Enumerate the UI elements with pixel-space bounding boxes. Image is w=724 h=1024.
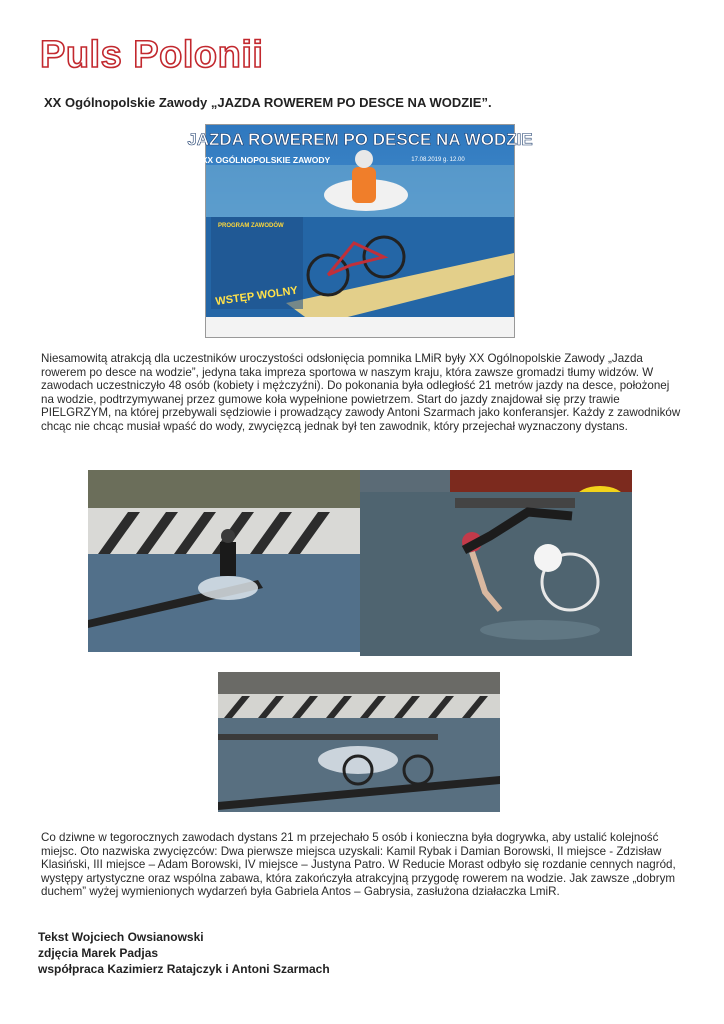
poster-subtitle: XX OGÓLNOPOLSKIE ZAWODY: [201, 155, 331, 165]
credits: [38, 929, 330, 977]
poster-date: 17.08.2019 g. 12.00: [411, 157, 465, 163]
poster-entry-label: WSTĘP WOLNY: [214, 284, 299, 308]
photo-rider-falling: [360, 470, 632, 656]
article-paragraph-2: Co dziwne w tegorocznych zawodach dystans 21 m przejechało 5 osób i konieczna była dogrywka, aby ustalić kolejność miejsc. Oto nazwiska zwycięzców: Dwa pierwsze miejsca uzyskali: Kamil Rybak i Damian Borowski, II miejsce - Zdzisław Klasiński, III miejsce – Adam Borowski, IV miejsce – Justyna Patro. W Reducie Morast odbyło się rozdanie cennych nagród, występy artystyczne oraz wspólna zabawa, która zakończyła atrakcyjną przygodę rowerem na wodzie. Jak zawsze „dobrym duchem” wyżej wymienionych wydarzeń była Gabriela Antos – Gabrysia, zasłużona działaczka LmiR.: [41, 831, 676, 899]
article-paragraph-1: Niesamowitą atrakcją dla uczestników uroczystości odsłonięcia pomnika LMiR były XX Ogólnopolskie Zawody „Jazda rowerem po desce na wodzie”, jedyna taka impreza sportowa w naszym kraju, która zawsze gromadzi tłumy widzów. W zawodach uczestniczyło 48 osób (kobiety i mężczyźni). Do pokonania była odległość 21 metrów jazdy na desce, położonej na wodzie, podtrzymywanej przez gumowe koła wypełnione powietrzem. Start do jazdy znajdował się przy trawie PIELGRZYM, na której przebywali sędziowie i prowadzący zawody Antoni Szarmach jako konferansjer. Każdy z zawodników chcąc nie chcąc musiał wpaść do wody, zwycięzcą jednak był ten zawodnik, który przejechał wyznaczony dystans.: [41, 352, 681, 433]
photo-rider-on-board: [88, 470, 360, 652]
event-poster: [187, 124, 533, 338]
credit-cooperation: współpraca Kazimierz Ratajczyk i Antoni Szarmach: [38, 962, 330, 976]
article-headline: XX Ogólnopolskie Zawody „JAZDA ROWEREM PO DESCE NA WODZIE”.: [44, 95, 492, 110]
photo-crashed-bikes: [218, 672, 500, 812]
poster-title: JAZDA ROWEREM PO DESCE NA WODZIE: [187, 130, 533, 149]
credit-text-author: Tekst Wojciech Owsianowski: [38, 930, 204, 944]
masthead-logo: Puls Polonii: [40, 34, 264, 76]
credit-photos: zdjęcia Marek Padjas: [38, 946, 159, 960]
poster-program-heading: PROGRAM ZAWODÓW: [218, 223, 284, 229]
